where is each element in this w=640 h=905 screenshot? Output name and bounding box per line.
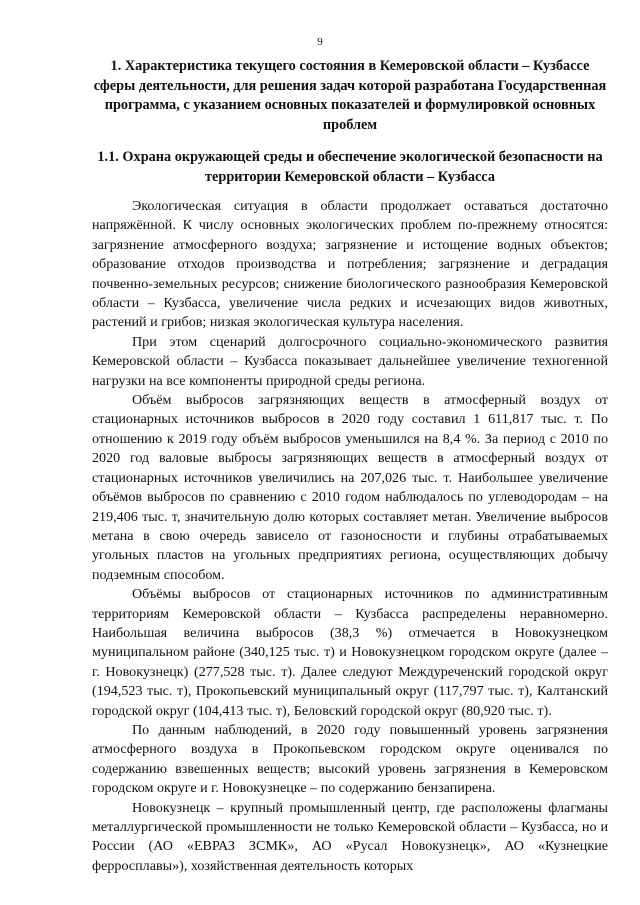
- paragraph: По данным наблюдений, в 2020 году повышенный уровень загрязнения атмосферного воздуха в Прокопьевском городском округе оценивался по содержанию взвешенных веществ; высокий уровень загрязнения в Кемеровском городском округе и г. Новокузнецке – по содержанию бензапирена.: [92, 721, 608, 797]
- paragraph: Экологическая ситуация в области продолжает оставаться достаточно напряжённой. К числу основных экологических проблем по-прежнему относятся: загрязнение атмосферного воздуха; загрязнение и истощение водных объектов; образование отходов производства и потребления; загрязнение и деградация почвенно-земельных ресурсов; снижение биологического разнообразия Кемеровской области – Кузбасса, увеличение числа редких и исчезающих видов животных, растений и грибов; низкая экологическая культура населения.: [92, 198, 608, 331]
- body-text: [92, 197, 608, 876]
- subsection-heading: 1.1. Охрана окружающей среды и обеспечение экологической безопасности на территории Кемеровской области – Кузбасса: [97, 149, 603, 185]
- paragraph: Объём выбросов загрязняющих веществ в атмосферный воздух от стационарных источников выбросов в 2020 году составил 1 611,817 тыс. т. По отношению к 2019 году объём выбросов уменьшился на 8,4 %. За период с 2010 по 2020 год валовые выбросы загрязняющих веществ в атмосферный воздух от стационарных источников увеличились на 207,026 тыс. т. Наибольшее увеличение объёмов выбросов по сравнению с 2010 годом наблюдалось по углеводородам – на 219,406 тыс. т, значительную долю которых составляет метан. Увеличение выбросов метана в свою очередь зависело от газоносности и глубины отрабатываемых угольных пластов на угольных предприятиях региона, осуществляющих добычу подземным способом.: [92, 392, 608, 583]
- page-number: 9: [317, 36, 323, 48]
- section-heading: 1. Характеристика текущего состояния в Кемеровской области – Кузбассе сферы деятельности, для решения задач которой разработана Государственная программа, с указанием основных показателей и формулировкой основных проблем: [93, 58, 607, 133]
- paragraph: Объёмы выбросов от стационарных источников по административным территориям Кемеровской области – Кузбасса распределены неравномерно. Наибольшая величина выбросов (38,3 %) отмечается в Новокузнецком муниципальном районе (340,125 тыс. т) и Новокузнецком городском округе (далее – г. Новокузнецк) (277,528 тыс. т). Далее следуют Междуреченский городской округ (194,523 тыс. т), Прокопьевский муниципальный округ (117,797 тыс. т), Калтанский городской округ (104,413 тыс. т), Беловский городской округ (80,920 тыс. т).: [92, 586, 608, 719]
- paragraph: Новокузнецк – крупный промышленный центр, где расположены флагманы металлургической промышленности не только Кемеровской области – Кузбасса, но и России (АО «ЕВРАЗ ЗСМК», АО «Русал Новокузнецк», АО «Кузнецкие ферросплавы»), хозяйственная деятельность которых: [92, 799, 608, 874]
- paragraph: При этом сценарий долгосрочного социально-экономического развития Кемеровской области – Кузбасса показывает дальнейшее увеличение техногенной нагрузки на все компоненты природной среды региона.: [92, 333, 608, 389]
